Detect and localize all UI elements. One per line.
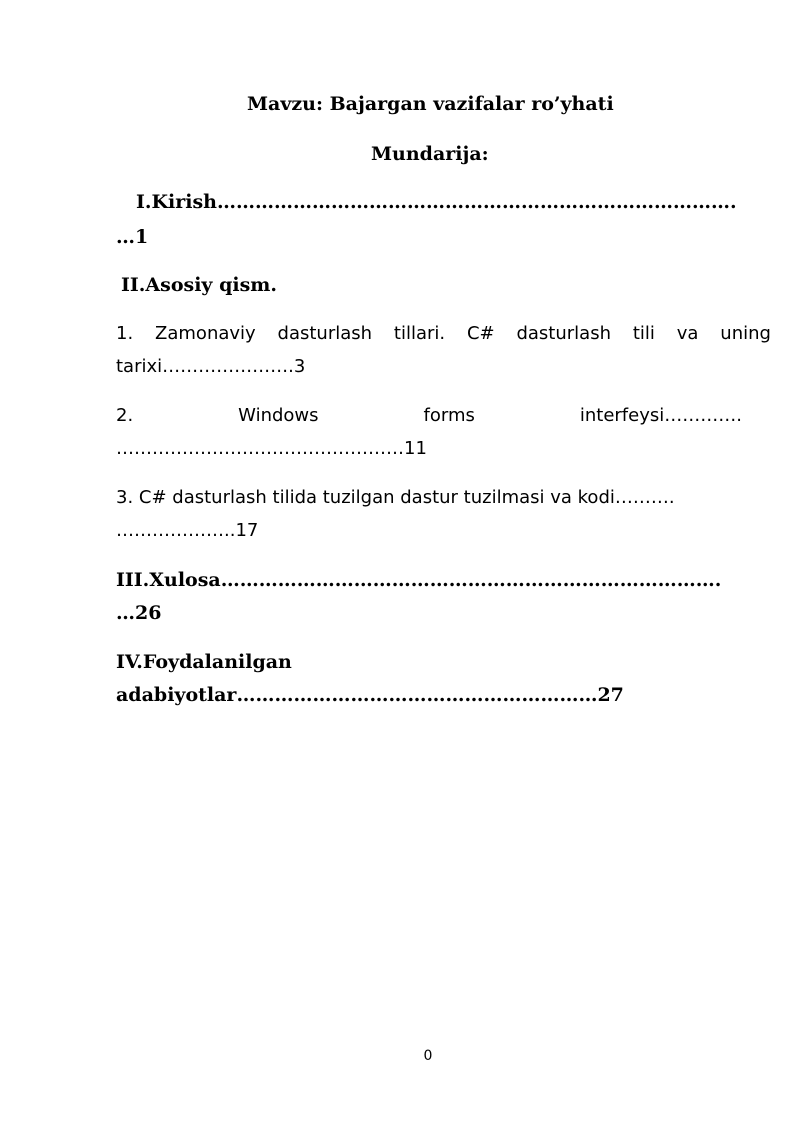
toc-item2-line2: …………………………………………11	[116, 438, 427, 459]
toc-item2-word: 2.	[116, 405, 134, 426]
toc-item2-word: Windows	[238, 405, 319, 426]
toc-item3-line1: 3. C# dasturlash tilida tuzilgan dastur tuzilmasi va kodi……….	[116, 487, 675, 508]
toc-main-part: II.Asosiy qism.	[121, 274, 277, 296]
toc-item1-word: tili	[632, 323, 655, 344]
toc-references-line2: adabiyotlar…………………………………………………27	[116, 684, 624, 706]
toc-item2-word: interfeysi………….	[579, 405, 742, 426]
toc-conclusion-line1: III.Xulosa…………………………………………………………………….	[116, 569, 722, 591]
toc-item2-word: forms	[423, 405, 475, 426]
toc-item1-word: dasturlash	[277, 323, 373, 344]
toc-item1-line2: tarixi………………….3	[116, 356, 306, 377]
toc-item1-word: dasturlash	[516, 323, 611, 344]
toc-item1-word: 1.	[116, 323, 134, 344]
toc-intro-line2: …1	[116, 226, 149, 248]
toc-item1-line1	[116, 322, 771, 346]
contents-heading: Mundarija:	[371, 143, 489, 165]
toc-intro-line1: I.Kirish……………………………………………………………………….	[136, 191, 737, 213]
toc-item2-line1	[116, 404, 742, 428]
toc-conclusion-line2: …26	[116, 602, 162, 624]
toc-item1-word: C#	[466, 323, 495, 344]
toc-item1-word: uning	[720, 323, 771, 344]
document-title: Mavzu: Bajargan vazifalar ro’yhati	[247, 93, 614, 115]
toc-item3-line2: ………………..17	[116, 520, 259, 541]
toc-item1-word: va	[676, 323, 699, 344]
toc-item1-word: tillari.	[393, 323, 446, 344]
toc-item1-word: Zamonaviy	[155, 323, 256, 344]
toc-references-line1: IV.Foydalanilgan	[116, 651, 292, 673]
page-number: 0	[423, 1048, 433, 1064]
